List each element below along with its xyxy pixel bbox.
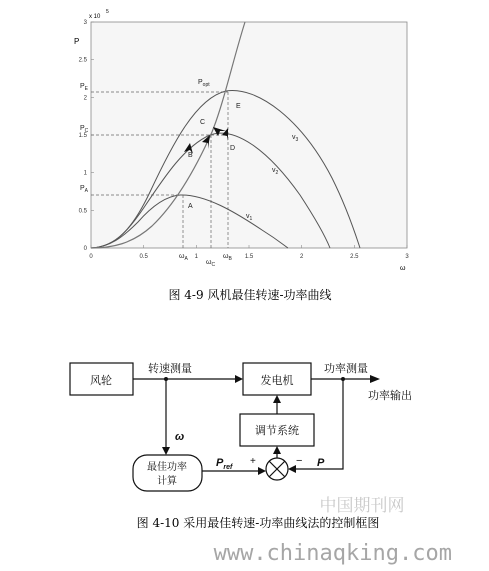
x-unit-label: ω [400, 265, 406, 272]
y-tick-label: 2.5 [78, 57, 87, 64]
optimal-calc-label-2: 计算 [157, 476, 177, 487]
label-v3: $v_3$ [292, 134, 299, 143]
y-tick-label: 0.5 [78, 208, 87, 215]
label-wa: $\omega_A$ [179, 253, 188, 262]
omega-label: ω [175, 431, 185, 443]
figure-4-10-caption: 图 4-10 采用最佳转速-功率曲线法的控制框图 [136, 516, 380, 530]
arrow-power-output [370, 375, 380, 383]
p-feedback-label: P [317, 457, 325, 469]
x-tick-label: 1.5 [244, 254, 254, 260]
minus-sign: − [296, 455, 303, 467]
label-c: C [200, 119, 206, 126]
label-wb: $\omega_B$ [223, 253, 232, 262]
plus-sign: + [250, 456, 256, 467]
x-tick-label: 1 [194, 254, 199, 260]
x-tick-label: 0 [89, 254, 93, 260]
speed-measure-label: 转速测量 [148, 362, 192, 375]
label-b: B [188, 152, 193, 159]
label-v1: $v_1$ [246, 213, 253, 222]
figure-4-9-caption: 图 4-9 风机最佳转速-功率曲线 [168, 288, 332, 302]
wind-wheel-label: 风轮 [90, 374, 112, 387]
arrow-into-generator [235, 375, 243, 383]
power-output-label: 功率输出 [368, 389, 412, 402]
y-tick-label: 0 [83, 246, 87, 252]
label-d: D [230, 145, 236, 152]
x-tick-label: 3 [405, 254, 409, 260]
arrow-into-sum-left [258, 467, 266, 475]
regulator-label: 调节系统 [255, 424, 299, 437]
y-tick-label: 3 [83, 20, 87, 26]
label-pa: $P_A$ [80, 185, 89, 194]
arrow-into-generator-bottom [273, 395, 281, 403]
label-e: E [236, 103, 241, 110]
control-block-diagram [70, 363, 372, 491]
y-tick-label: 1.5 [78, 133, 87, 139]
junction-dot-speed [164, 377, 168, 381]
speed-power-plot [74, 9, 409, 272]
x-tick-label: 2.5 [350, 254, 359, 260]
y-tick-label: 2 [83, 95, 87, 102]
generator-label: 发电机 [260, 374, 294, 387]
label-a: A [188, 203, 193, 210]
power-measure-label: 功率测量 [324, 362, 368, 375]
x-tick-label: 2 [299, 254, 304, 260]
label-popt: $P_{opt}$ [198, 79, 210, 88]
label-v2: $v_2$ [272, 167, 279, 176]
x-tick-label: 0.5 [139, 254, 148, 260]
label-wc: $\omega_C$ [206, 259, 216, 268]
label-pe: $P_E$ [80, 83, 89, 92]
optimal-calc-label-1: 最佳功率 [147, 462, 187, 473]
y-exponent-power: 5 [106, 9, 109, 15]
junction-dot-power [341, 377, 345, 381]
watermark-cn: 中国期刊网 [319, 496, 405, 516]
arrow-into-regulator [273, 446, 281, 454]
diagram-labels [90, 361, 412, 487]
y-exponent-label: x 10 [89, 14, 101, 20]
label-pc: $P_C$ [80, 125, 89, 134]
y-axis-label: P [74, 37, 80, 46]
pref-label: $P_{ref}$ [216, 457, 233, 471]
y-tick-label: 1 [83, 170, 87, 177]
arrow-into-sum-right [288, 465, 296, 473]
arrow-into-calc [162, 447, 170, 455]
watermark-url: www.chinaqking.com [213, 541, 452, 566]
